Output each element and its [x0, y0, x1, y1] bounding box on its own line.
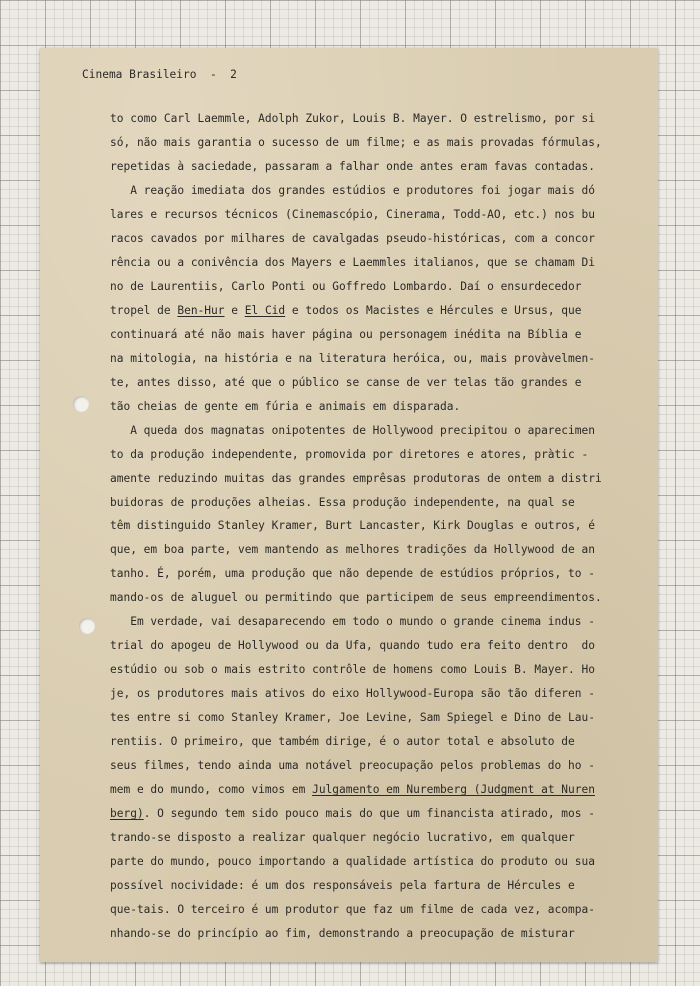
text-line	[110, 304, 700, 317]
text-segment: Em verdade, vai desaparecendo em todo o mundo o grande cinema indus -	[110, 615, 595, 629]
text-line	[110, 879, 700, 892]
text-line	[110, 543, 700, 556]
text-line	[110, 136, 700, 149]
text-segment: racos cavados por milhares de cavalgadas pseudo-históricas, com a concor	[110, 231, 595, 245]
text-segment: mando-os de aluguel ou permitindo que participem de seus empreendimentos.	[110, 591, 602, 605]
text-line	[110, 160, 700, 173]
text-line	[110, 711, 700, 724]
text-segment: que-tais. O terceiro é um produtor que faz um filme de cada vez, acompa-	[110, 903, 595, 916]
text-segment: que, em boa parte, vem mantendo as melhores tradições da Hollywood de an	[110, 543, 595, 557]
text-segment: nhando-se do princípio ao fim, demonstrando a preocupação de misturar	[110, 926, 575, 940]
text-segment: estúdio ou sob o mais estrito contrôle de homens como Louis B. Mayer. Ho	[110, 663, 595, 677]
text-segment: . O segundo tem sido pouco mais do que um financista atirado, mos -	[143, 807, 595, 821]
text-segment: e	[224, 303, 245, 317]
text-line	[110, 208, 700, 221]
text-segment: continuará até não mais haver página ou personagem inédita na Bíblia e	[110, 327, 582, 341]
text-line	[110, 519, 700, 532]
text-line	[110, 232, 700, 245]
text-line	[110, 663, 700, 676]
text-line	[110, 639, 700, 652]
text-segment: trial do apogeu de Hollywood ou da Ufa, quando tudo era feito dentro do	[110, 639, 595, 653]
text-segment: je, os produtores mais ativos do eixo Hollywood-Europa são tão diferen -	[110, 687, 595, 701]
text-line	[110, 256, 700, 269]
text-segment: amente reduzindo muitas das grandes emprêsas produtoras de ontem a distri	[110, 471, 602, 485]
text-segment: seus filmes, tendo ainda uma notável preocupação pelos problemas do ho -	[110, 759, 595, 773]
page-header: Cinema Brasileiro - 2	[82, 68, 237, 81]
text-segment: mem e do mundo, como vimos em	[110, 783, 313, 797]
text-line	[110, 687, 700, 700]
text-line	[110, 328, 700, 341]
text-line	[110, 448, 700, 461]
text-line	[110, 496, 700, 509]
text-line	[110, 112, 700, 125]
text-segment: repetidas à saciedade, passaram a falhar onde antes eram favas contadas.	[110, 159, 595, 173]
text-segment: te, antes disso, até que o público se canse de ver telas tão grandes e	[110, 375, 582, 389]
underlined-title: El Cid	[244, 303, 286, 317]
text-line	[110, 855, 700, 868]
text-line	[110, 567, 700, 580]
text-segment: rência ou a conivência dos Mayers e Laemmles italianos, que se chamam Di	[110, 255, 595, 269]
text-segment: rentiis. O primeiro, que também dirige, é o autor total e absoluto de	[110, 735, 575, 749]
underlined-title: berg)	[110, 807, 144, 821]
text-line	[110, 615, 700, 628]
text-segment: têm distinguido Stanley Kramer, Burt Lancaster, Kirk Douglas e outros, é	[110, 519, 595, 533]
text-line	[110, 400, 700, 413]
text-line	[110, 927, 700, 940]
text-line	[110, 184, 700, 197]
text-line	[110, 424, 700, 437]
text-segment: to como Carl Laemmle, Adolph Zukor, Louis B. Mayer. O estrelismo, por si	[110, 112, 595, 125]
text-segment: lares e recursos técnicos (Cinemascópio, Cinerama, Todd-AO, etc.) nos bu	[110, 207, 595, 221]
text-segment: buidoras de produções alheias. Essa produção independente, na qual se	[110, 495, 575, 509]
text-segment: trando-se disposto a realizar qualquer negócio lucrativo, em qualquer	[110, 831, 575, 845]
text-segment: tropel de	[110, 303, 178, 317]
text-segment: na mitologia, na história e na literatura heróica, ou, mais provàvelmen-	[110, 351, 595, 365]
text-segment: no de Laurentiis, Carlo Ponti ou Goffredo Lombardo. Daí o ensurdecedor	[110, 279, 582, 293]
text-segment: A reação imediata dos grandes estúdios e produtores foi jogar mais dó	[110, 183, 595, 197]
text-segment: tes entre si como Stanley Kramer, Joe Levine, Sam Spiegel e Dino de Lau-	[110, 711, 595, 725]
text-line	[110, 783, 700, 796]
underlined-title: Ben-Hur	[177, 303, 225, 317]
text-line	[110, 591, 700, 604]
typewritten-page	[40, 48, 658, 962]
text-segment: to da produção independente, promovida por diretores e atores, pràtic -	[110, 447, 589, 461]
text-line	[110, 376, 700, 389]
text-segment: só, não mais garantia o sucesso de um filme; e as mais provadas fórmulas,	[110, 135, 602, 149]
text-line	[110, 735, 700, 748]
text-line	[110, 472, 700, 485]
underlined-title: Julgamento em Nuremberg (Judgment at Nuren	[312, 783, 595, 797]
text-line	[110, 352, 700, 365]
text-segment: tanho. É, porém, uma produção que não depende de estúdios próprios, to -	[110, 567, 595, 581]
page-text	[40, 48, 658, 962]
text-segment: A queda dos magnatas onipotentes de Hollywood precipitou o aparecimen	[110, 423, 595, 437]
text-line	[110, 831, 700, 844]
text-line	[110, 807, 700, 820]
text-line	[110, 280, 700, 293]
text-line	[110, 759, 700, 772]
text-segment: parte do mundo, pouco importando a qualidade artística do produto ou sua	[110, 855, 595, 869]
text-segment: possível nocividade: é um dos responsáveis pela fartura de Hércules e	[110, 879, 575, 893]
text-segment: tão cheias de gente em fúria e animais em disparada.	[110, 399, 461, 413]
text-segment: e todos os Macistes e Hércules e Ursus, que	[285, 303, 582, 317]
text-line	[110, 903, 700, 916]
